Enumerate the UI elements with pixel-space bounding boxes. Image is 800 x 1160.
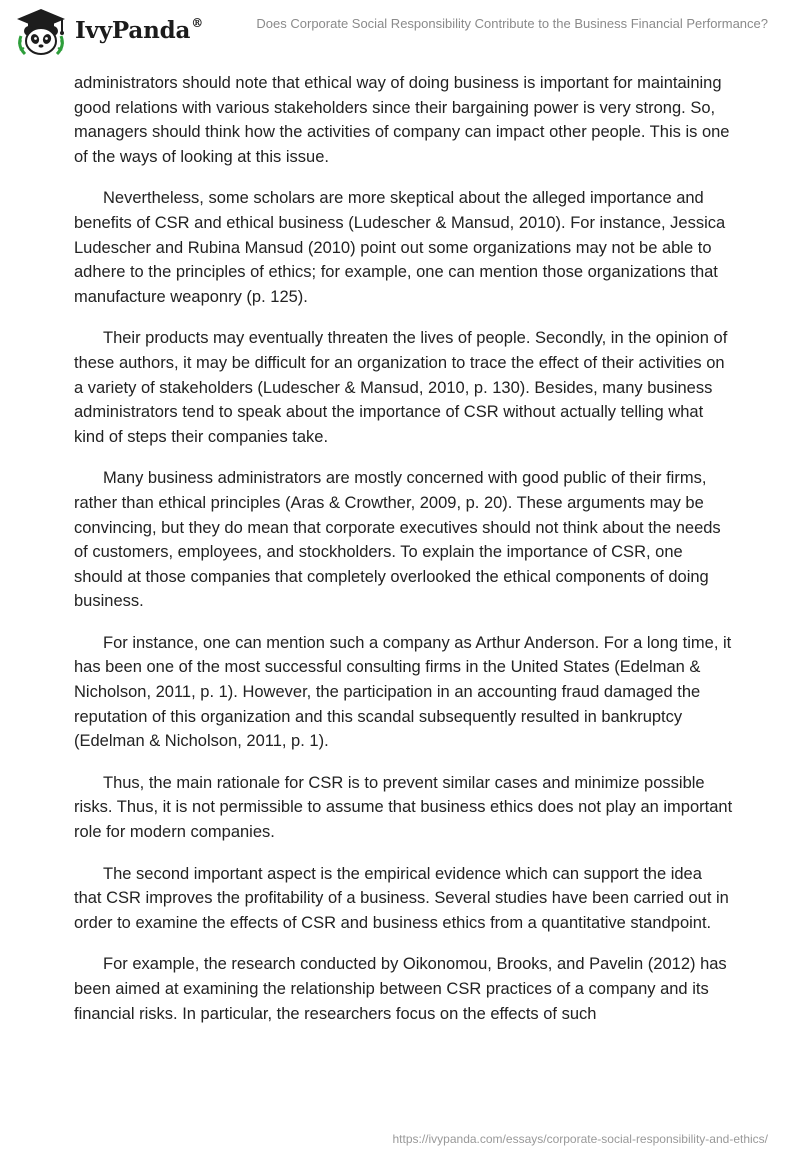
paragraph: Many business administrators are mostly concerned with good public of their firms, rather than ethical principles (Aras & Crowther, 2009, p. 20). These arguments may be convincing, but they do mean that corporate executives should not think about the needs of customers, employees, and stockholders. To explain the importance of CSR, one should at those companies that completely overlooked the ethical components of doing business. [74,469,721,611]
document-title: Does Corporate Social Responsibility Contribute to the Business Financial Performance? [256,16,768,31]
paragraph: administrators should note that ethical way of doing business is important for maintaining good relations with various stakeholders since their bargaining power is very strong. So, managers should think how the activities of company can impact other people. This is one of the ways of looking at this issue. [74,74,730,166]
paragraph: For example, the research conducted by Oikonomou, Brooks, and Pavelin (2012) has been aimed at examining the relationship between CSR practices of a company and its financial risks. In particular, the researchers focus on the effects of such [74,955,727,1023]
paragraph: For instance, one can mention such a company as Arthur Anderson. For a long time, it has been one of the most successful consulting firms in the United States (Edelman & Nicholson, 2011, p. 1). However, the participation in an accounting fraud damaged the reputation of this organization and this scandal subsequently resulted in bankruptcy (Edelman & Nicholson, 2011, p. 1). [74,633,732,751]
paragraph: Their products may eventually threaten the lives of people. Secondly, in the opinion of these authors, it may be difficult for an organization to trace the effect of their activities on a variety of stakeholders (Ludescher & Mansud, 2010, p. 130). Besides, many business administrators tend to speak about the importance of CSR without actually telling what kind of steps their companies take. [74,329,728,446]
paragraph: Nevertheless, some scholars are more skeptical about the alleged importance and benefits of CSR and ethical business (Ludescher & Mansud, 2010). For instance, Jessica Ludescher and Rubina Mansud (2010) point out some organizations may not be able to adhere to the principles of ethics; for example, one can mention those organizations that manufacture weaponry (p. 125). [74,189,726,306]
ivypanda-logo[interactable] [14,6,254,56]
essay-body [74,71,734,1043]
paragraph: Thus, the main rationale for CSR is to prevent similar cases and minimize possible risks. Thus, it is not permissible to assume that business ethics does not play an important role for modern companies. [74,773,733,842]
panda-graduate-icon [14,8,68,56]
source-url-link[interactable]: https://ivypanda.com/essays/corporate-social-responsibility-and-ethics/ [392,1132,768,1146]
registered-mark: ® [191,16,203,31]
paragraph: The second important aspect is the empirical evidence which can support the idea that CSR improves the profitability of a business. Several studies have been carried out in order to examine the effects of CSR and business ethics from a quantitative standpoint. [74,864,729,932]
page-header [0,0,800,60]
brand-name: IvyPanda® [75,16,203,44]
